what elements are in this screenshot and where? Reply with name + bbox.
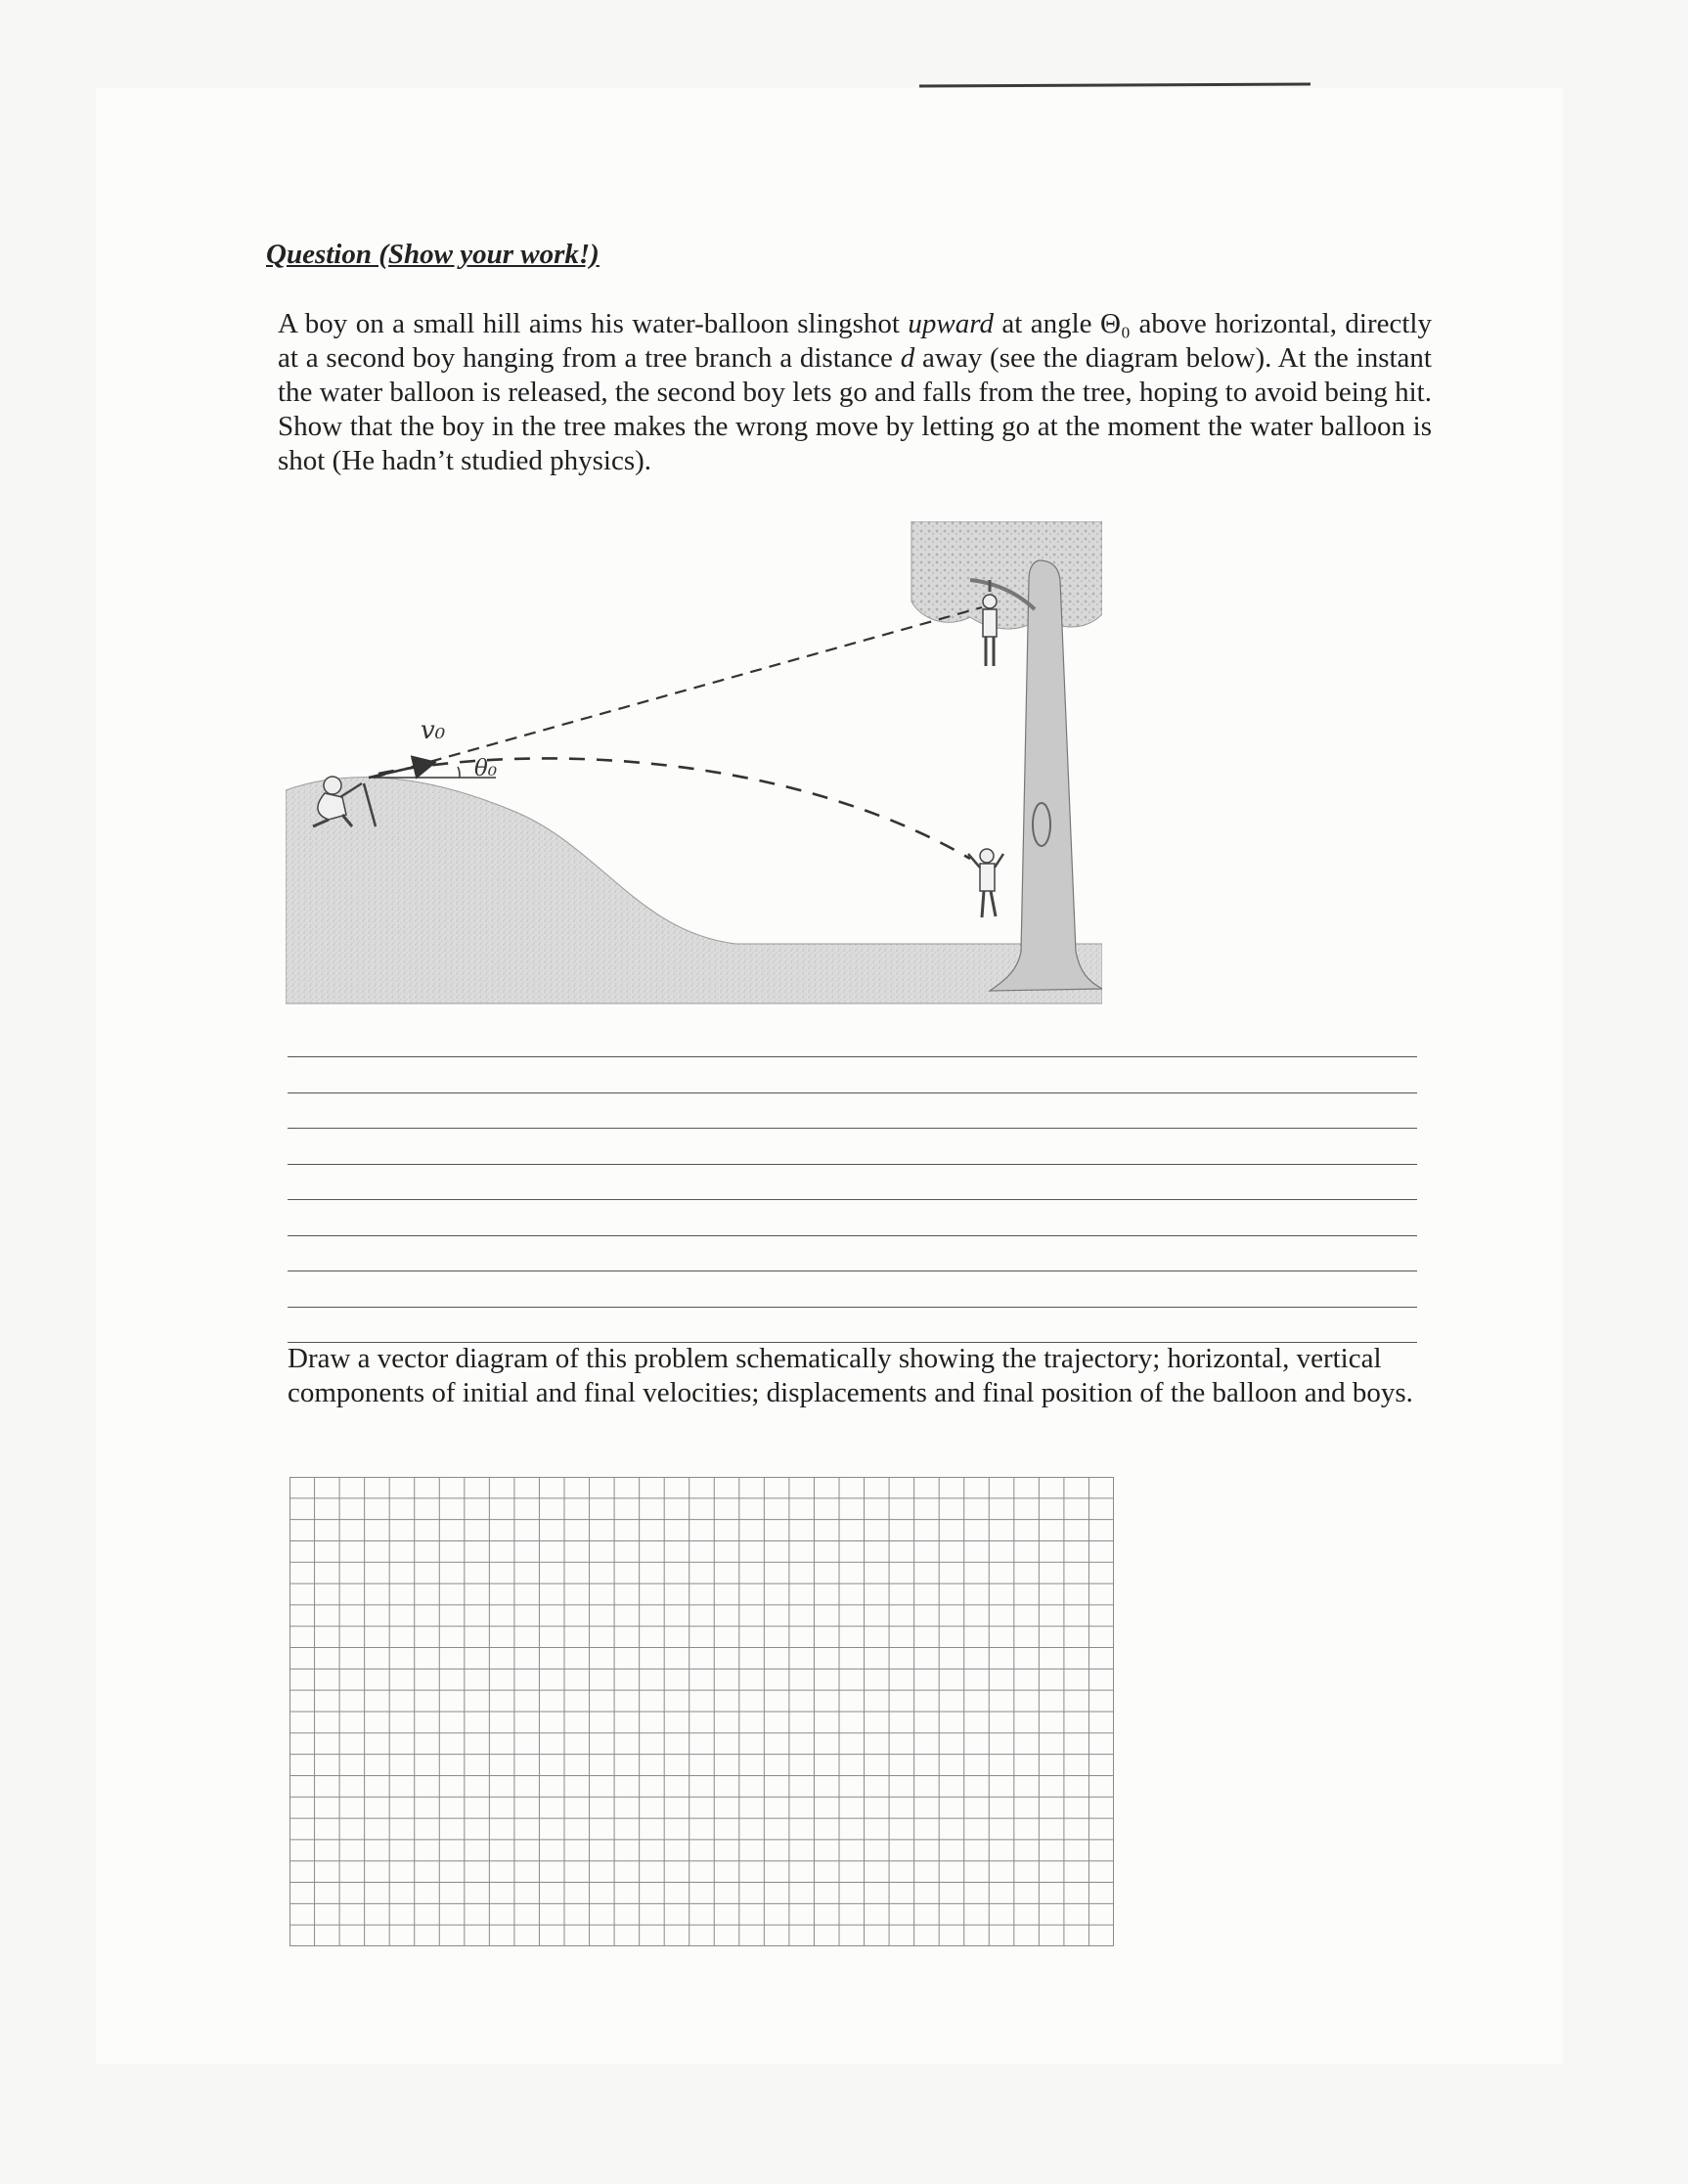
graph-paper-grid[interactable] [289,1477,1114,1946]
scanner-top-edge [919,84,1310,86]
answer-line[interactable] [288,1199,1417,1200]
answer-line[interactable] [288,1164,1417,1165]
velocity-label: v₀ [421,716,446,745]
falling-boy-figure [968,849,1003,917]
slingshot-diagram [286,521,1102,1005]
answer-line[interactable] [288,1092,1417,1093]
prompt-part-3: away (see the diagram below). At the instant the water balloon is released, the second boy lets go and falls from the tree, hoping to avoid being hit. Show that the boy in the tree makes the wrong move by letting go at the moment the water balloon is shot (He hadn’t studied physics). [278,342,1432,476]
angle-arc [458,767,460,778]
prompt-emphasis: upward [908,308,994,339]
prompt-distance-variable: d [900,342,915,374]
prompt-part-1: A boy on a small hill aims his water-balloon slingshot [278,308,909,339]
answer-line[interactable] [288,1307,1417,1308]
angle-label: θ₀ [474,756,498,781]
question-title: Question (Show your work!) [266,239,600,270]
question-prompt [278,307,1432,478]
answer-line[interactable] [288,1235,1417,1236]
answer-line[interactable] [288,1128,1417,1129]
vector-diagram-prompt: Draw a vector diagram of this problem schematically showing the trajectory; horizontal, vertical components of initial and final velocities; displacements and final position of the balloon and boys. [288,1343,1413,1408]
prompt-part-2: at angle Θ₀ above horizontal, directly at a second boy hanging from a tree branch a distance [278,308,1432,374]
aim-line-to-branch [374,607,982,778]
answer-line[interactable] [288,1270,1417,1271]
answer-line[interactable] [288,1056,1417,1057]
answer-lines [288,1056,1417,1350]
initial-velocity-arrow [369,763,432,778]
tree-canopy [911,521,1102,629]
